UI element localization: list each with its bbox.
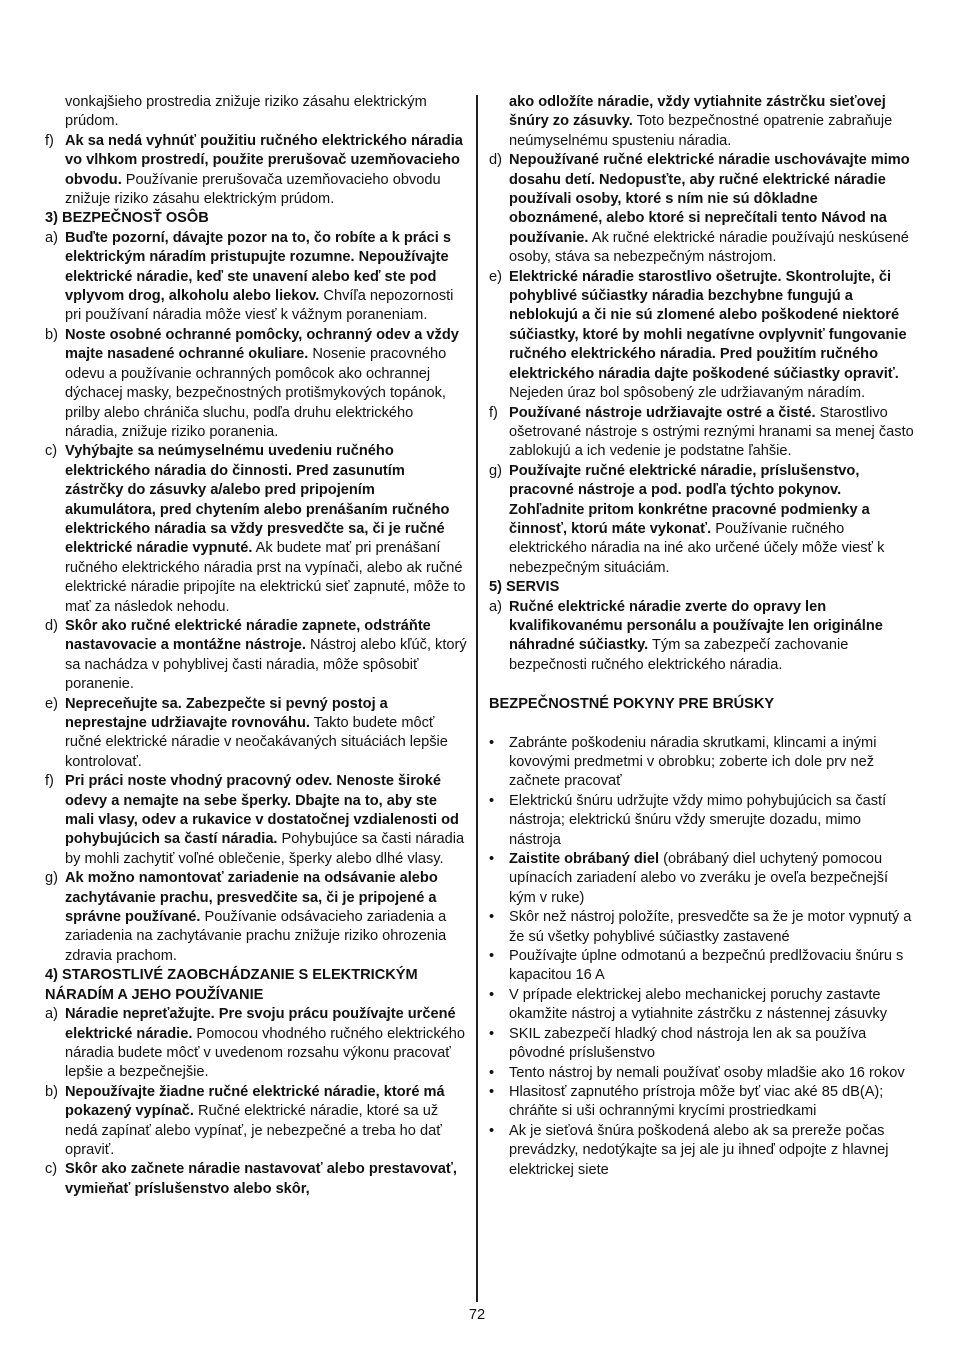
- bullet-text: Zabránte poškodeniu náradia skrutkami, klincami a inými kovovými predmetmi v obrobku; zoberte ich dole prv než začnete pracovať: [509, 734, 877, 790]
- bullet-item: [489, 792, 914, 850]
- list-item: [45, 1083, 467, 1161]
- item-bold-text: Skôr ako ručné elektrické náradie zapnete, odstráňte nastavovacie a montážne nástroje.: [65, 617, 431, 654]
- bullet-dot-icon: •: [489, 1025, 495, 1042]
- item-bold-text: Používajte ručné elektrické náradie, príslušenstvo, pracovné nástroje a pod. podľa týchto pokynov. Zohľadnite pritom konkrétne pracovné podmienky a činnosť, ktorú máte vykonať.: [509, 462, 870, 537]
- bullet-dot-icon: •: [489, 1064, 495, 1081]
- section-3-title: 3) BEZPEČNOSŤ OSÔB: [45, 210, 209, 227]
- item-label: c): [45, 443, 58, 460]
- bullet-dot-icon: •: [489, 792, 495, 809]
- item-label: a): [45, 229, 58, 246]
- item-label: b): [45, 1083, 58, 1100]
- section-4-list: [45, 1005, 467, 1199]
- item-label: f): [489, 404, 498, 421]
- item-text: Tým sa zabezpečí zachovanie bezpečnosti ručného elektrického náradia.: [509, 637, 849, 673]
- list-item: [45, 772, 467, 869]
- bullet-item: [489, 1083, 914, 1122]
- item-bold-text: Pri práci noste vhodný pracovný odev. Nenoste široké odevy a nemajte na sebe šperky. Dbajte na to, aby ste mali vlasy, odev a rukavice v dostatočnej vzdialenosti od pohybujúcich sa častí náradia.: [65, 773, 459, 848]
- item-label: b): [45, 326, 58, 343]
- bullet-dot-icon: •: [489, 734, 495, 751]
- continuation-bold: ako odložíte náradie, vždy vytiahnite zástrčku sieťovej šnúry zo zásuvky.: [509, 94, 886, 130]
- bullet-text: SKIL zabezpečí hladký chod nástroja len ak sa používa pôvodné príslušenstvo: [509, 1025, 867, 1062]
- item-text: Starostlivo ošetrované nástroje s ostrými reznými hranami sa menej často zablokujú a ich vedenie je podstatne ľahšie.: [509, 404, 914, 460]
- bullet-item: [489, 734, 914, 792]
- list-item: [489, 462, 914, 578]
- bullet-dot-icon: •: [489, 851, 495, 868]
- item-label: g): [45, 870, 58, 887]
- item-text: Používanie odsávacieho zariadenia a zariadenia na zachytávanie prachu znižuje riziko ohrozenia zdravia prachom.: [65, 909, 447, 964]
- list-item: [45, 869, 467, 966]
- bullet-dot-icon: •: [489, 948, 495, 965]
- item-text: Nejeden úraz bol spôsobený zle udržiavaným náradím.: [509, 385, 866, 402]
- item-text: Nástroj alebo kľúč, ktorý sa nachádza v pohyblivej časti náradia, môže spôsobiť poranenie.: [65, 637, 467, 693]
- section-5-title: 5) SERVIS: [489, 579, 560, 596]
- bullet-dot-icon: •: [489, 1122, 495, 1139]
- list-item: [45, 1005, 467, 1083]
- item-text: Ak ručné elektrické náradie používajú neskúsené osoby, stáva sa nebezpečným nástrojom.: [509, 229, 909, 266]
- item-bold-text: Skôr ako začnete náradie nastavovať alebo prestavovať, vymieňať príslušenstvo alebo skôr,: [65, 1161, 457, 1197]
- item-text: Ručné elektrické náradie, ktoré sa už nedá zapínať alebo vypínať, je nebezpečné a treba ho dať opraviť.: [65, 1103, 442, 1158]
- column-divider: [476, 95, 478, 1302]
- bullet-dot-icon: •: [489, 909, 495, 926]
- continuation-text: vonkajšieho prostredia znižuje riziko zásahu elektrickým prúdom.: [65, 94, 427, 130]
- bullet-item: [489, 1064, 914, 1083]
- bullet-dot-icon: •: [489, 1083, 495, 1100]
- bullet-text: Elektrickú šnúru udržujte vždy mimo pohybujúcich sa častí nástroja; elektrickú šnúru vždy smerujte dozadu, mimo nástroja: [509, 792, 887, 848]
- bullet-item: [489, 1122, 914, 1180]
- list-item-f: [45, 132, 467, 210]
- bullet-text: Tento nástroj by nemali používať osoby mladšie ako 16 rokov: [509, 1064, 905, 1081]
- list-item: [489, 598, 914, 676]
- item-bold-text: Náradie nepreťažujte. Pre svoju prácu používajte určené elektrické náradie.: [65, 1006, 456, 1042]
- bullet-item: [489, 908, 914, 947]
- section-5-list: [489, 598, 914, 676]
- grinder-safety-title: BEZPEČNOSTNÉ POKYNY PRE BRÚSKY: [489, 696, 775, 713]
- item-text: Ak budete mať pri prenášaní ručného elektrického náradia prst na vypínači, alebo ak ručné elektrické náradie pripojíte na elektrickú sieť zapnuté, môže to mať za následok nehodu.: [65, 540, 466, 615]
- bullet-item: [489, 986, 914, 1025]
- continuation-paragraph: [489, 93, 914, 151]
- bullet-item: [489, 850, 914, 908]
- bullet-item: [489, 947, 914, 986]
- list-item: [45, 442, 467, 617]
- bullet-dot-icon: •: [489, 986, 495, 1003]
- section-3-list: [45, 229, 467, 966]
- item-bold-text: Elektrické náradie starostlivo ošetrujte. Skontrolujte, či pohyblivé súčiastky náradia bezchybne fungujú a neblokujú a či nie sú zlomené alebo poškodené niektoré súčiastky, ktoré by mohli negatívne ovplyvniť fungovanie ručného elektrického náradia. Pred použitím ručného elektrického náradia dajte poškodené súčiastky opraviť.: [509, 268, 907, 382]
- bullet-text: Hlasitosť zapnutého prístroja môže byť viac aké 85 dB(A); chráňte si uši ochrannými krycími prostriedkami: [509, 1083, 884, 1120]
- item-text: Nosenie pracovného odevu a používanie ochranných pomôcok ako ochrannej dýchacej masky, bezpečnostných protišmykových topánok, prilby alebo chrániča sluchu, podľa druhu elektrického náradia, znižuje riziko poranenia.: [65, 346, 447, 440]
- item-text: Používanie ručného elektrického náradia na iné ako určené účely môže viesť k nebezpečným situáciám.: [509, 520, 885, 576]
- item-bold-text: Nepreceňujte sa. Zabezpečte si pevný postoj a neprestajne udržiavajte rovnováhu.: [65, 695, 388, 731]
- bullet-bold-text: Zaistite obrábaný diel: [509, 851, 660, 868]
- section-4-title: 4) STAROSTLIVÉ ZAOBCHÁDZANIE S ELEKTRICKÝM NÁRADÍM A JEHO POUŽÍVANIE: [45, 967, 418, 1003]
- list-item: [45, 1160, 467, 1199]
- item-label: f): [45, 773, 54, 790]
- list-item: [45, 617, 467, 695]
- item-text: Používanie prerušovača uzemňovacieho obvodu znižuje riziko zásahu elektrickým prúdom.: [65, 171, 441, 208]
- section-4-list-cont: [489, 151, 914, 578]
- bullet-text: Používajte úplne odmotanú a bezpečnú predlžovaciu šnúru s kapacitou 16 A: [509, 948, 904, 984]
- item-bold-text: Vyhýbajte sa neúmyselnému uvedeniu ručného elektrického náradia do činnosti. Pred zasunutím zástrčky do zásuvky a/alebo pred pripojením akumulátora, pred chytením alebo prenášaním ručného elektrického náradia sa vždy presvedčte sa, či je ručné elektrické náradie vypnuté.: [65, 443, 450, 557]
- item-bold-text: Ak možno namontovať zariadenie na odsávanie alebo zachytávanie prachu, presvedčite sa, či je pripojené a správne používané.: [65, 870, 438, 926]
- item-bold-text: Používané nástroje udržiavajte ostré a čisté.: [509, 404, 816, 421]
- item-bold-text: Buďte pozorní, dávajte pozor na to, čo robíte a k práci s elektrickým náradím pristupujte rozumne. Nepoužívajte elektrické náradie, keď ste unavení alebo keď ste pod vplyvom drog, alkoholu alebo liekov.: [65, 229, 451, 305]
- bullet-item: [489, 1025, 914, 1064]
- item-label: g): [489, 462, 502, 479]
- item-label: d): [489, 152, 502, 169]
- page-number: 72: [468, 1307, 486, 1323]
- item-text: Pohybujúce sa časti náradia by mohli zachytiť voľné oblečenie, šperky alebo dlhé vlasy.: [65, 831, 465, 867]
- item-text: Takto budete môcť ručné elektrické náradie v neočakávaných situáciách lepšie kontrolovať.: [65, 715, 448, 770]
- list-item: [45, 695, 467, 773]
- list-item: [45, 326, 467, 442]
- item-bold-text: Nepoužívané ručné elektrické náradie uschovávajte mimo dosahu detí. Nedopusťte, aby ručné elektrické náradie používali osoby, ktoré s ním nie sú dôkladne oboznámené, alebo ktoré si neprečítali tento Návod na používanie.: [509, 152, 910, 246]
- right-column: [489, 93, 914, 1180]
- item-label: c): [45, 1161, 58, 1178]
- bullet-text: V prípade elektrickej alebo mechanickej poruchy zastavte okamžite nástroj a vytiahnite zástrčku z nástennej zásuvky: [509, 986, 887, 1023]
- bullet-text: (obrábaný diel uchytený pomocou upínacích zariadení alebo vo zveráku je oveľa bezpečnejší kým v ruke): [509, 851, 889, 906]
- item-text: Pomocou vhodného ručného elektrického náradia budete môcť v uvedenom rozsahu výkonu pracovať lepšie a bezpečnejšie.: [65, 1025, 465, 1081]
- item-label: d): [45, 617, 58, 634]
- item-label: e): [489, 268, 502, 285]
- list-item: [489, 404, 914, 462]
- bullet-text: Ak je sieťová šnúra poškodená alebo ak sa prereže počas prevádzky, nedotýkajte sa jej ale ju ihneď odpojte z hlavnej elektrickej siete: [509, 1122, 889, 1178]
- item-bold-text: Noste osobné ochranné pomôcky, ochranný odev a vždy majte nasadené ochranné okuliare.: [65, 326, 459, 363]
- item-bold-text: Ručné elektrické náradie zverte do opravy len kvalifikovanému personálu a používajte len originálne náhradné súčiastky.: [509, 598, 883, 654]
- continuation-text: Toto bezpečnostné opatrenie zabraňuje neúmyselnému spusteniu náradia.: [509, 113, 893, 149]
- grinder-bullet-list: [489, 734, 914, 1180]
- item-label: a): [45, 1006, 58, 1023]
- item-label: a): [489, 598, 502, 615]
- item-bold-text: Nepoužívajte žiadne ručné elektrické náradie, ktoré má pokazený vypínač.: [65, 1083, 445, 1120]
- list-item: [489, 151, 914, 267]
- list-item: [45, 229, 467, 326]
- item-label: e): [45, 695, 58, 712]
- list-item: [489, 268, 914, 404]
- item-bold-text: Ak sa nedá vyhnúť použitiu ručného elektrického náradia vo vlhkom prostredí, použite prerušovač uzemňovacieho obvodu.: [65, 132, 463, 188]
- left-column: [45, 93, 467, 1199]
- bullet-text: Skôr než nástroj položíte, presvedčte sa že je motor vypnutý a že sú všetky pohyblivé súčiastky zastavené: [509, 909, 912, 945]
- item-label: f): [45, 132, 54, 149]
- item-text: Chvíľa nepozornosti pri používaní náradia môže viesť k vážnym poraneniam.: [65, 288, 454, 324]
